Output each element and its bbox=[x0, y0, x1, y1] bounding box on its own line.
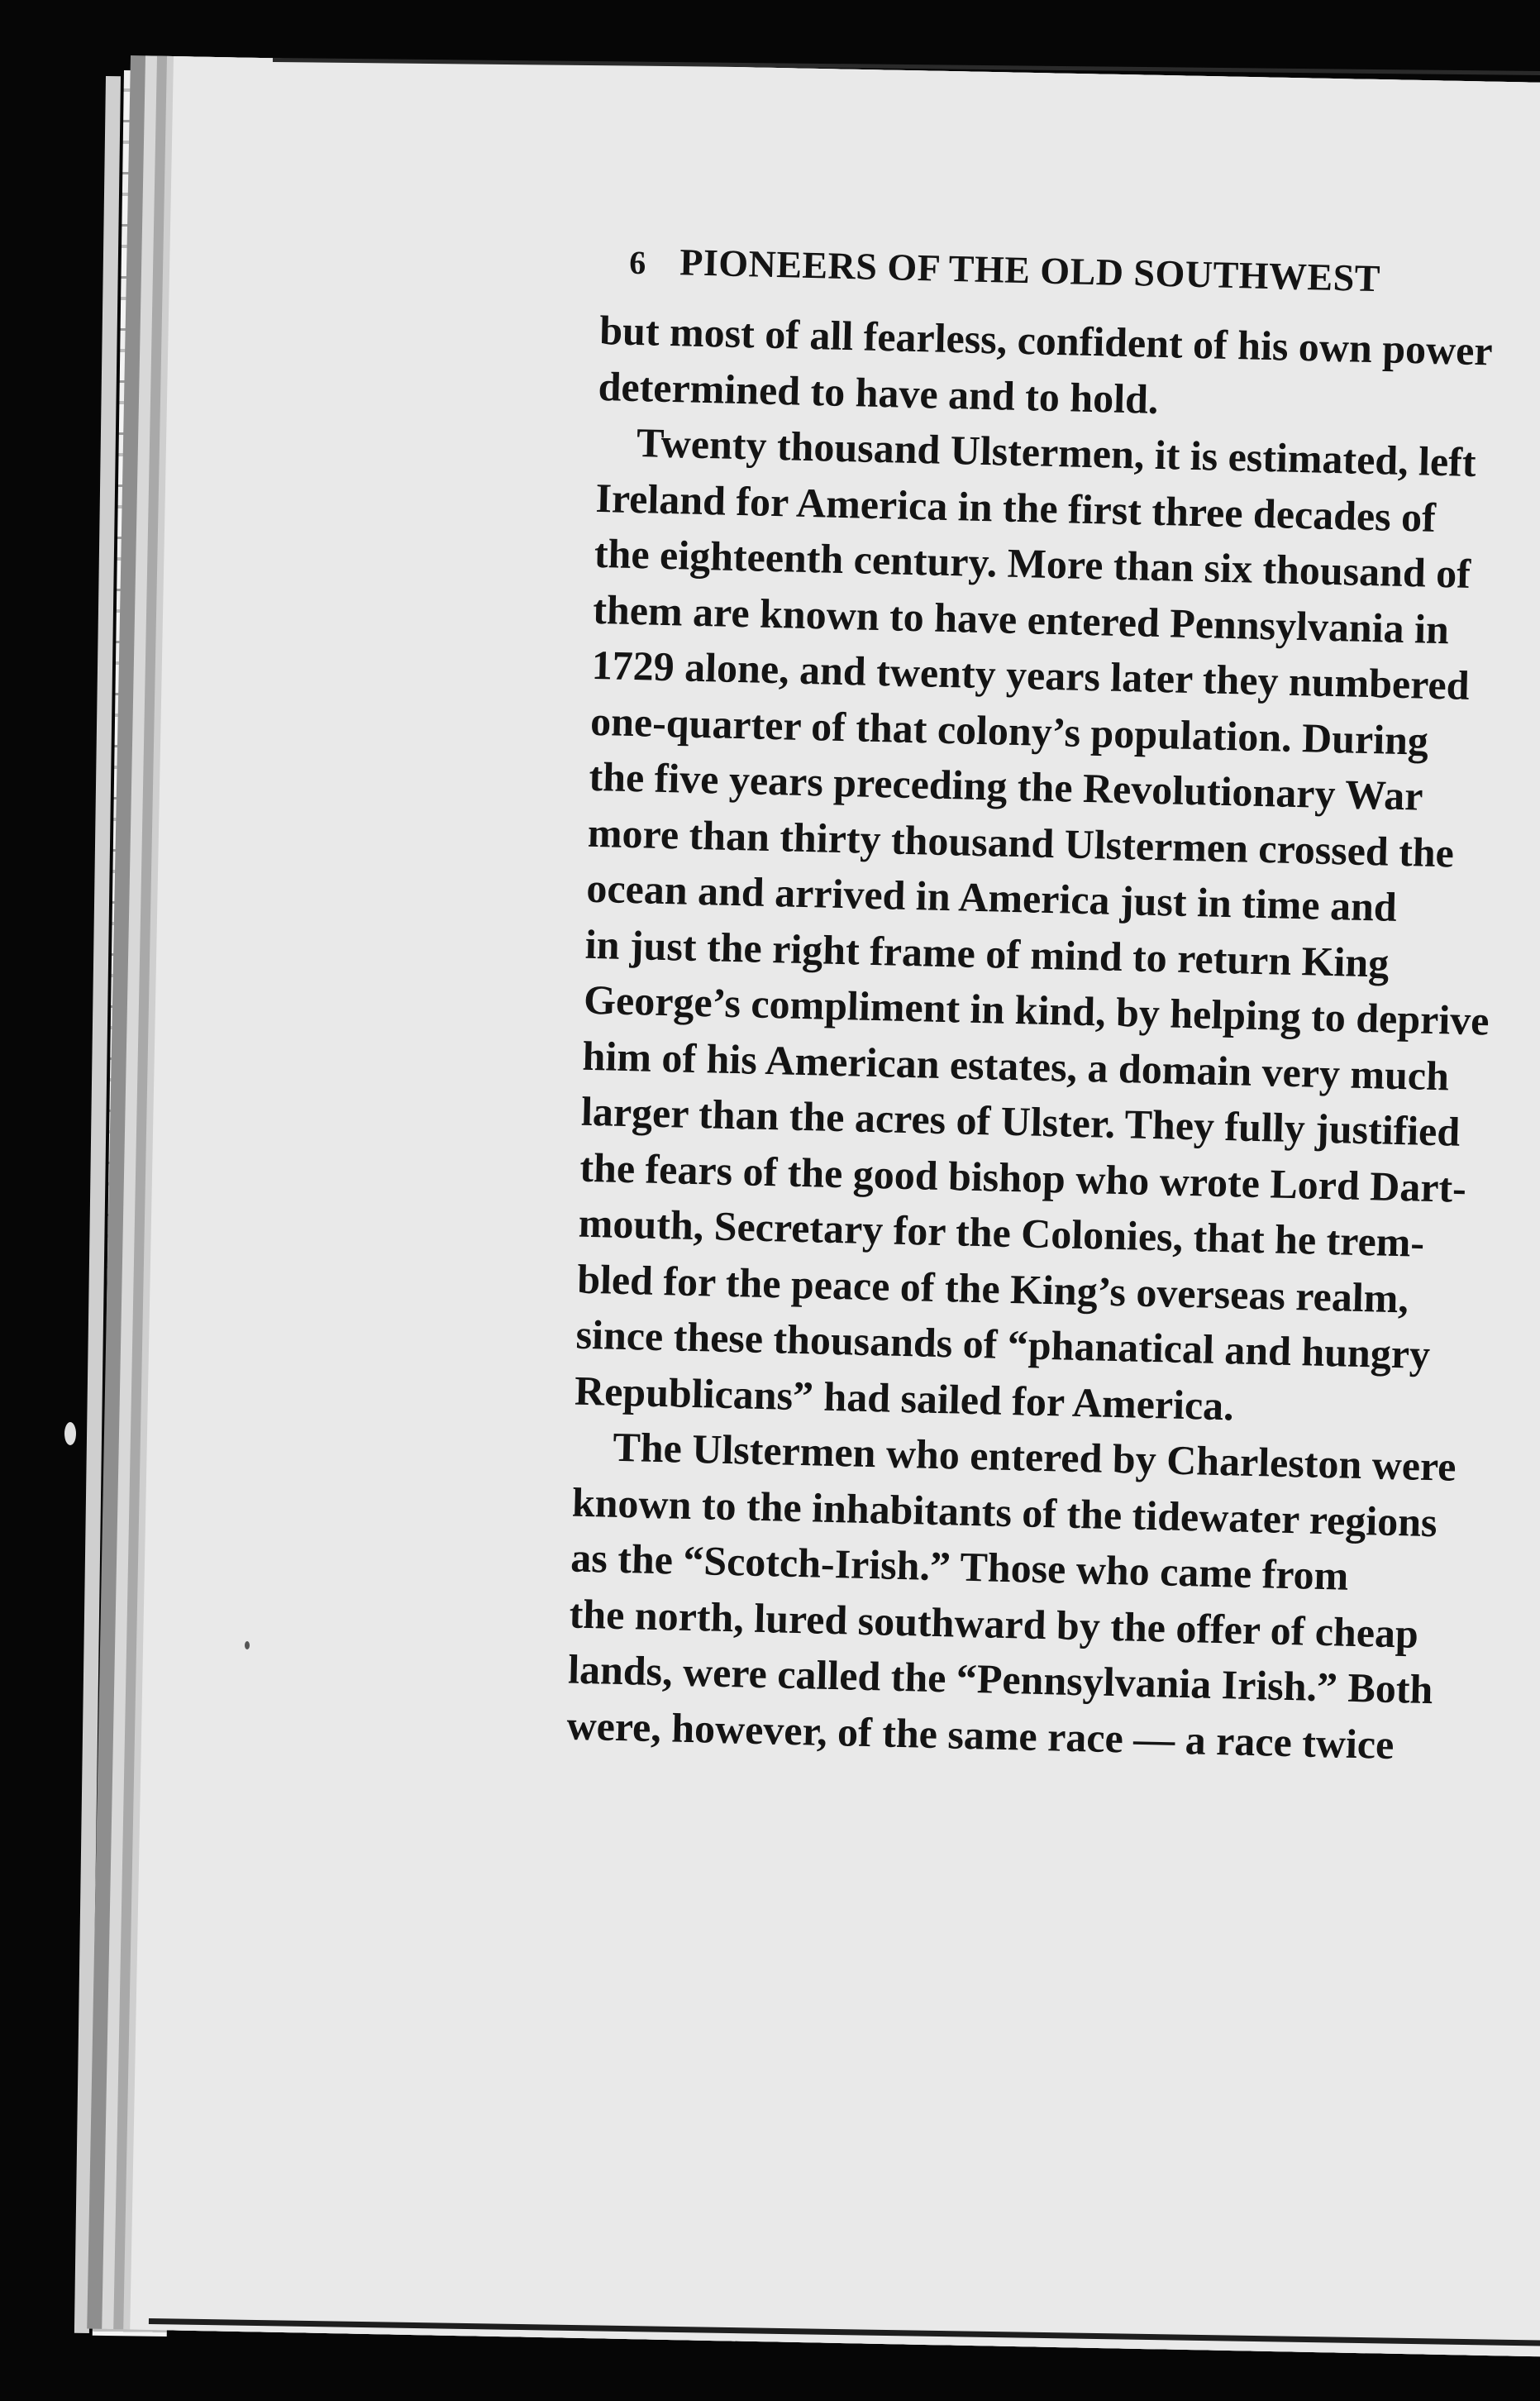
text-line: were, however, of the same race — a race twice bbox=[565, 1702, 1395, 1768]
page-number: 6 bbox=[628, 243, 647, 282]
text-line: Twenty thousand Ulstermen, it is estimated, left bbox=[636, 419, 1477, 485]
dust-speck bbox=[245, 1641, 250, 1649]
text-line: lands, were called the “Pennsylvania Irish.” Both bbox=[567, 1645, 1433, 1713]
text-line: George’s compliment in kind, by helping to deprive bbox=[583, 976, 1490, 1044]
text-line: but most of all fearless, confident of his own power bbox=[598, 306, 1494, 375]
text-line: one-quarter of that colony’s population. During bbox=[589, 697, 1429, 764]
text-line: the fears of the good bishop who wrote Lord Dart- bbox=[579, 1143, 1467, 1211]
text-line: The Ulstermen who entered by Charleston were bbox=[612, 1423, 1457, 1490]
text-line: since these thousands of “phanatical and hungry bbox=[575, 1310, 1431, 1377]
text-line: bled for the peace of the King’s overseas realm, bbox=[576, 1255, 1409, 1321]
text-line: in just the right frame of mind to return King bbox=[584, 920, 1390, 986]
text-line: them are known to have entered Pennsylvania in bbox=[592, 585, 1450, 652]
page-text bbox=[566, 238, 1540, 1777]
text-line: more than thirty thousand Ulstermen crossed the bbox=[587, 809, 1455, 876]
text-line: known to the inhabitants of the tidewater regions bbox=[571, 1478, 1438, 1545]
dust-speck bbox=[64, 1422, 76, 1445]
text-line: him of his American estates, a domain very much bbox=[582, 1032, 1450, 1099]
text-line: the five years preceding the Revolutionary War bbox=[589, 752, 1424, 819]
text-line: determined to have and to hold. bbox=[598, 362, 1160, 422]
text-line: the north, lured southward by the offer of cheap bbox=[569, 1590, 1419, 1657]
text-line: 1729 alone, and twenty years later they numbered bbox=[591, 641, 1471, 709]
body-text bbox=[566, 303, 1540, 1777]
text-line: the eighteenth century. More than six thousand of bbox=[594, 529, 1471, 597]
text-line: as the “Scotch-Irish.” Those who came from bbox=[570, 1534, 1349, 1599]
text-line: Ireland for America in the first three decades of bbox=[594, 474, 1437, 541]
text-line: Republicans” had sailed for America. bbox=[574, 1367, 1235, 1429]
text-line: ocean and arrived in America just in time and bbox=[585, 864, 1398, 930]
text-line: mouth, Secretary for the Colonies, that he trem- bbox=[578, 1199, 1425, 1266]
text-line: larger than the acres of Ulster. They fully justified bbox=[580, 1087, 1461, 1155]
running-title: PIONEERS OF THE OLD SOUTHWEST bbox=[679, 241, 1381, 300]
